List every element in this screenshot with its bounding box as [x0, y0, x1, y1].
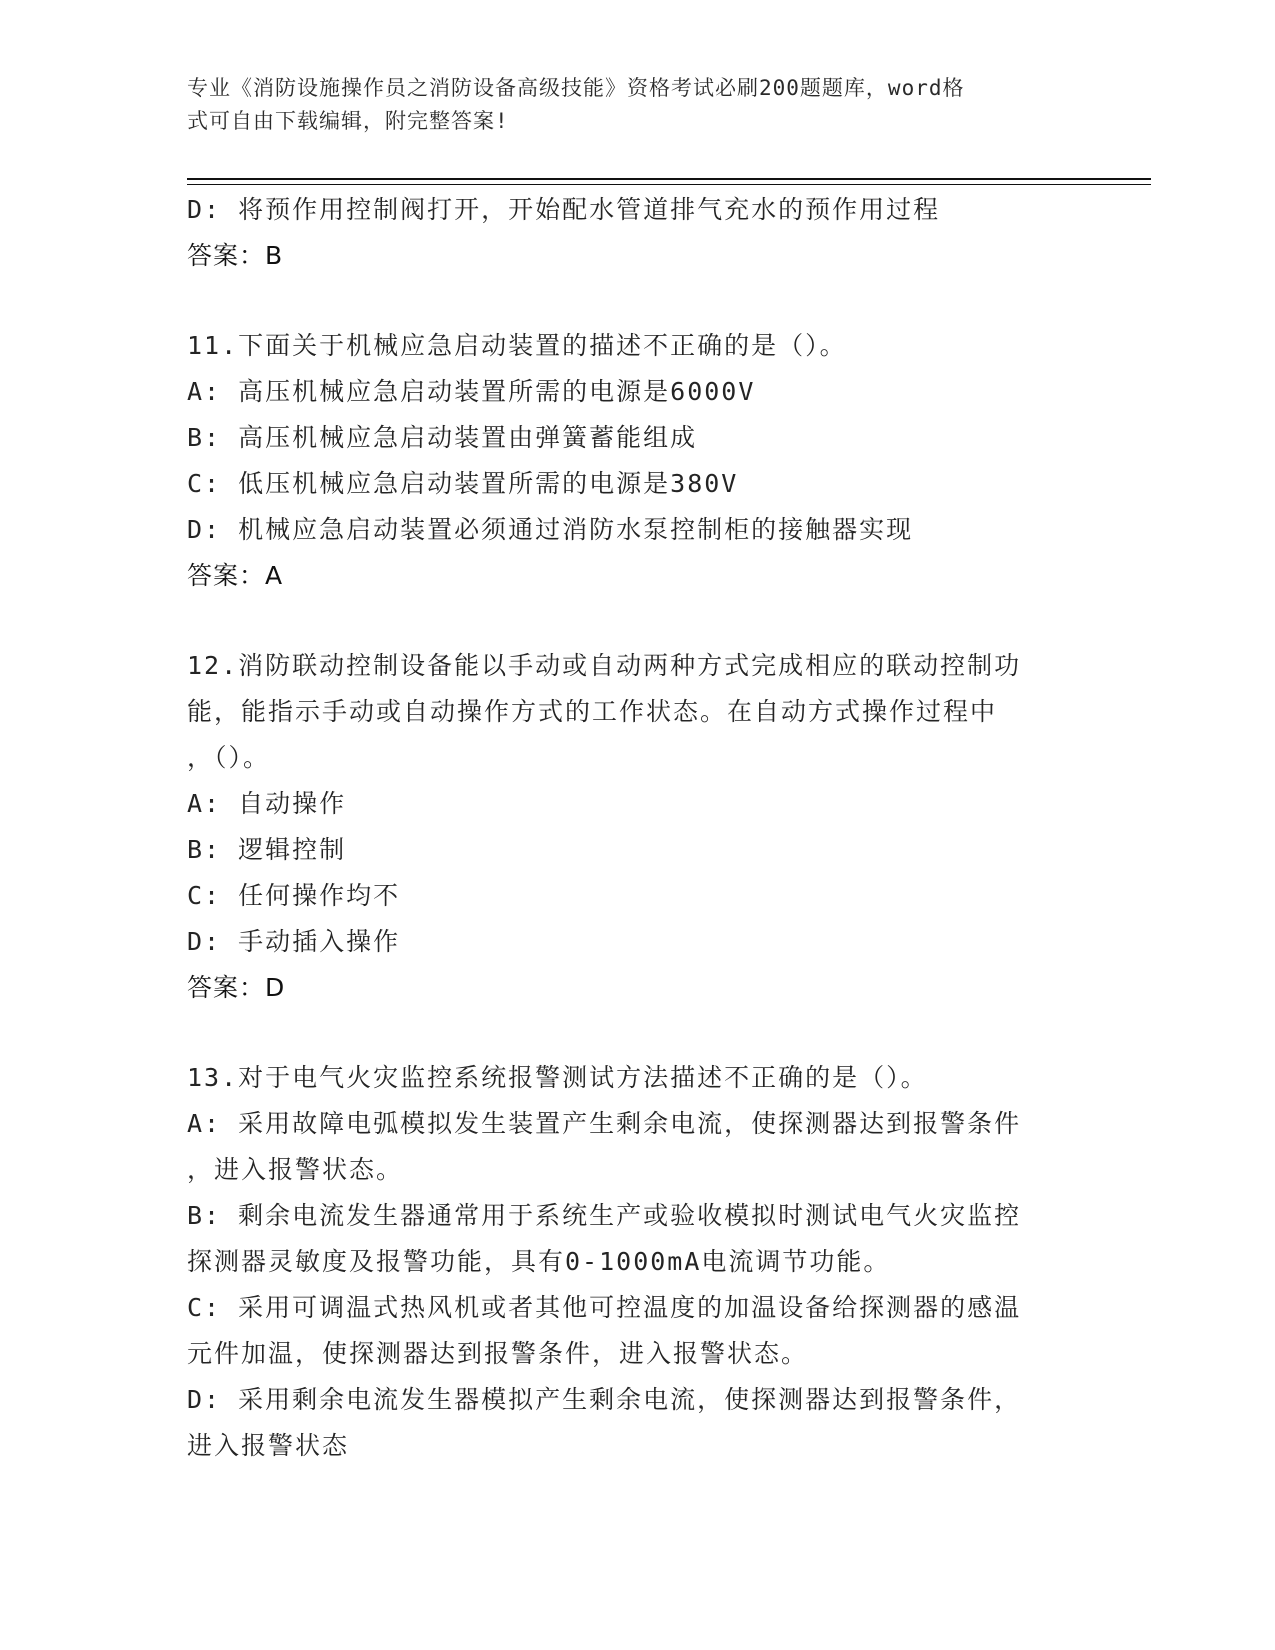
option-a-line-1: A: 采用故障电弧模拟发生装置产生剩余电流，使探测器达到报警条件: [187, 1109, 1022, 1138]
question-stem-line-3: ，（）。: [187, 743, 271, 772]
option-d: D: 手动插入操作: [187, 927, 401, 956]
header-line-2: 式可自由下载编辑，附完整答案!: [187, 109, 509, 133]
option-b: B: 逻辑控制: [187, 835, 347, 864]
question-stem: 11.下面关于机械应急启动装置的描述不正确的是（）。: [187, 331, 847, 360]
header-divider-thick: [187, 178, 1151, 180]
option-d: D: 机械应急启动装置必须通过消防水泵控制柜的接触器实现: [187, 515, 914, 544]
option-a: A: 高压机械应急启动装置所需的电源是6000V: [187, 377, 756, 406]
question-10-tail: [187, 187, 1087, 279]
option-c-line-2: 元件加温，使探测器达到报警条件，进入报警状态。: [187, 1339, 809, 1368]
header-divider-thin: [187, 184, 1151, 185]
option-d: D: 将预作用控制阀打开，开始配水管道排气充水的预作用过程: [187, 195, 941, 224]
option-c-line-1: C: 采用可调温式热风机或者其他可控温度的加温设备给探测器的感温: [187, 1293, 1022, 1322]
spacer: [187, 279, 1087, 323]
document-header: [187, 72, 1067, 138]
question-13: [187, 1055, 1087, 1469]
option-b: B: 高压机械应急启动装置由弹簧蓄能组成: [187, 423, 698, 452]
answer: 答案：D: [187, 973, 286, 1002]
question-list: [187, 187, 1087, 1469]
question-12: [187, 643, 1087, 1011]
option-b-line-2: 探测器灵敏度及报警功能，具有0-1000mA电流调节功能。: [187, 1247, 891, 1276]
option-a: A: 自动操作: [187, 789, 347, 818]
option-c: C: 任何操作均不: [187, 881, 401, 910]
spacer: [187, 599, 1087, 643]
question-11: [187, 323, 1087, 599]
spacer: [187, 1011, 1087, 1055]
option-c: C: 低压机械应急启动装置所需的电源是380V: [187, 469, 739, 498]
answer: 答案：A: [187, 561, 284, 590]
header-line-1: 专业《消防设施操作员之消防设备高级技能》资格考试必刷200题题库，word格: [187, 76, 965, 100]
question-stem-line-2: 能，能指示手动或自动操作方式的工作状态。在自动方式操作过程中: [187, 697, 998, 726]
answer: 答案：B: [187, 241, 284, 270]
option-b-line-1: B: 剩余电流发生器通常用于系统生产或验收模拟时测试电气火灾监控: [187, 1201, 1022, 1230]
question-stem-line-1: 12.消防联动控制设备能以手动或自动两种方式完成相应的联动控制功: [187, 651, 1022, 680]
question-stem: 13.对于电气火灾监控系统报警测试方法描述不正确的是（）。: [187, 1063, 928, 1092]
option-d-line-2: 进入报警状态: [187, 1431, 350, 1460]
option-d-line-1: D: 采用剩余电流发生器模拟产生剩余电流，使探测器达到报警条件，: [187, 1385, 1022, 1414]
option-a-line-2: ，进入报警状态。: [187, 1155, 404, 1184]
